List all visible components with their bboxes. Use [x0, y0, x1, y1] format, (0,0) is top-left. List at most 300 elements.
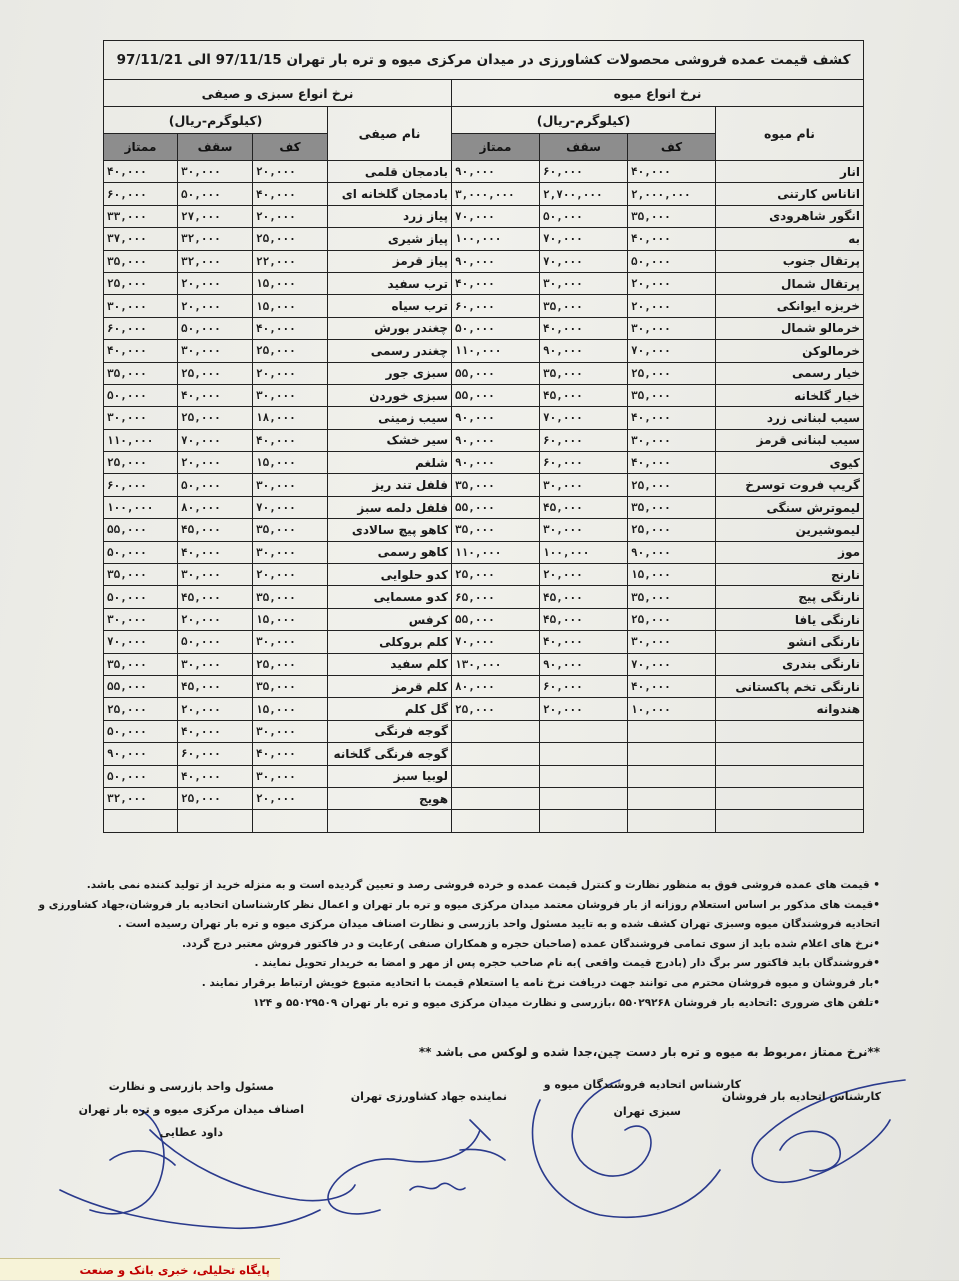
- veg-price-high: ۲۵,۰۰۰: [178, 787, 253, 809]
- veg-price-high: ۲۰,۰۰۰: [178, 295, 253, 317]
- veg-price-low: ۳۵,۰۰۰: [253, 519, 328, 541]
- fruit-price-premium: [452, 720, 540, 742]
- veg-price-premium: ۳۰,۰۰۰: [104, 295, 178, 317]
- fruit-price-low: ۲۰,۰۰۰: [628, 295, 716, 317]
- fruit-price-premium: ۵۵,۰۰۰: [452, 496, 540, 518]
- fruit-price-premium: ۴۰,۰۰۰: [452, 272, 540, 294]
- veg-price-low: ۴۰,۰۰۰: [253, 317, 328, 339]
- table-row: [104, 407, 864, 429]
- fruit-price-high: ۲۰,۰۰۰: [540, 698, 628, 720]
- veg-col-premium: ممتاز: [104, 134, 178, 161]
- veg-price-premium: ۲۵,۰۰۰: [104, 272, 178, 294]
- veg-price-high: ۴۰,۰۰۰: [178, 720, 253, 742]
- signature-block-inspection: [79, 1078, 304, 1141]
- veg-price-high: ۲۵,۰۰۰: [178, 362, 253, 384]
- veg-price-premium: ۳۵,۰۰۰: [104, 250, 178, 272]
- veg-price-premium: ۳۵,۰۰۰: [104, 362, 178, 384]
- fruit-name: نارنگی پیج: [716, 586, 864, 608]
- fruit-price-high: [540, 743, 628, 765]
- fruit-name: خیار گلخانه: [716, 384, 864, 406]
- fruit-price-low: [628, 720, 716, 742]
- fruit-price-high: ۴۰,۰۰۰: [540, 317, 628, 339]
- fruit-col-premium: ممتاز: [452, 134, 540, 161]
- veg-name: کدو حلوایی: [328, 564, 452, 586]
- veg-price-high: ۳۰,۰۰۰: [178, 161, 253, 183]
- fruit-price-low: [628, 810, 716, 832]
- fruit-price-high: ۳۰,۰۰۰: [540, 272, 628, 294]
- note-line: •بار فروشان و میوه فروشان محترم می توانند جهت دریافت نرخ نامه یا استعلام قیمت با اتحادیه متبوع خویش ارتباط برقرار نمایند .: [201, 976, 880, 989]
- veg-price-high: ۴۵,۰۰۰: [178, 519, 253, 541]
- veg-price-premium: ۵۰,۰۰۰: [104, 384, 178, 406]
- veg-price-high: ۲۰,۰۰۰: [178, 452, 253, 474]
- veg-price-low: ۲۰,۰۰۰: [253, 564, 328, 586]
- veg-name: سبزی خوردن: [328, 384, 452, 406]
- fruit-price-low: ۳۰,۰۰۰: [628, 631, 716, 653]
- veg-price-low: ۳۰,۰۰۰: [253, 765, 328, 787]
- veg-name: پیاز زرد: [328, 205, 452, 227]
- veg-price-premium: ۷۰,۰۰۰: [104, 631, 178, 653]
- premium-note: **نرخ ممتاز ،مربوط به میوه و تره بار دست چین،جدا شده و لوکس می باشد **: [418, 1045, 880, 1059]
- veg-price-low: ۴۰,۰۰۰: [253, 183, 328, 205]
- fruit-price-low: ۹۰,۰۰۰: [628, 541, 716, 563]
- fruit-col-low: کف: [628, 134, 716, 161]
- veg-price-high: ۶۰,۰۰۰: [178, 743, 253, 765]
- veg-price-premium: ۶۰,۰۰۰: [104, 474, 178, 496]
- fruit-price-high: ۱۰۰,۰۰۰: [540, 541, 628, 563]
- fruit-price-premium: ۳۵,۰۰۰: [452, 519, 540, 541]
- fruit-price-premium: ۷۰,۰۰۰: [452, 205, 540, 227]
- veg-name: شلغم: [328, 452, 452, 474]
- fruit-price-premium: ۶۰,۰۰۰: [452, 295, 540, 317]
- veg-price-high: ۲۰,۰۰۰: [178, 272, 253, 294]
- fruit-price-low: ۳۵,۰۰۰: [628, 496, 716, 518]
- fruit-price-high: ۳۰,۰۰۰: [540, 519, 628, 541]
- veg-price-premium: ۵۰,۰۰۰: [104, 720, 178, 742]
- fruit-price-high: [540, 720, 628, 742]
- veg-price-premium: ۲۵,۰۰۰: [104, 698, 178, 720]
- fruit-name: [716, 810, 864, 832]
- fruit-name: نارنج: [716, 564, 864, 586]
- fruit-price-high: ۹۰,۰۰۰: [540, 653, 628, 675]
- table-row: [104, 295, 864, 317]
- fruit-price-low: [628, 743, 716, 765]
- veg-name: چغندر بورش: [328, 317, 452, 339]
- fruit-name: نارنگی تخم پاکستانی: [716, 675, 864, 697]
- veg-price-high: ۴۰,۰۰۰: [178, 765, 253, 787]
- fruit-name: نارنگی یافا: [716, 608, 864, 630]
- veg-price-premium: ۳۵,۰۰۰: [104, 564, 178, 586]
- signature-block-jahad: [351, 1088, 507, 1105]
- veg-price-premium: ۳۰,۰۰۰: [104, 608, 178, 630]
- table-row: [104, 743, 864, 765]
- veg-name: بادمجان گلخانه ای: [328, 183, 452, 205]
- veg-name: گوجه فرنگی: [328, 720, 452, 742]
- fruit-price-premium: ۹۰,۰۰۰: [452, 250, 540, 272]
- veg-col-high: سقف: [178, 134, 253, 161]
- page-title: کشف قیمت عمده فروشی محصولات کشاورزی در میدان مرکزی میوه و تره بار تهران 97/11/15 الی 97/11/21: [104, 41, 864, 80]
- veg-price-high: ۲۰,۰۰۰: [178, 608, 253, 630]
- table-row: [104, 272, 864, 294]
- veg-col-low: کف: [253, 134, 328, 161]
- veg-price-high: ۴۵,۰۰۰: [178, 675, 253, 697]
- veg-price-premium: ۹۰,۰۰۰: [104, 743, 178, 765]
- veg-price-low: ۳۵,۰۰۰: [253, 675, 328, 697]
- table-row: [104, 765, 864, 787]
- table-row: [104, 205, 864, 227]
- notes-block: [38, 876, 880, 1013]
- veg-price-low: ۲۵,۰۰۰: [253, 228, 328, 250]
- fruit-price-premium: ۵۵,۰۰۰: [452, 384, 540, 406]
- fruit-price-low: ۲,۰۰۰,۰۰۰: [628, 183, 716, 205]
- fruit-name: لیموترش سنگی: [716, 496, 864, 518]
- note-line: •نرخ های اعلام شده باید از سوی تمامی فروشندگان عمده (صاحبان حجره و همکاران صنفی )رعایت و در فاکتور فروش معتبر درج گردد.: [181, 937, 880, 950]
- veg-name: [328, 810, 452, 832]
- veg-price-premium: ۲۵,۰۰۰: [104, 452, 178, 474]
- note-line: • قیمت های عمده فروشی فوق به منظور نظارت و کنترل قیمت عمده و خرده فروشی رصد و تعیین گردیده است و به منزله خرید از تولید کننده نمی باشد.: [86, 879, 880, 891]
- table-row: [104, 340, 864, 362]
- price-table: [103, 40, 864, 833]
- fruit-price-high: ۷۰,۰۰۰: [540, 407, 628, 429]
- signature-title: نماینده جهاد کشاورزی تهران: [350, 1090, 507, 1103]
- veg-price-high: ۵۰,۰۰۰: [178, 317, 253, 339]
- fruit-name: لیموشیرین: [716, 519, 864, 541]
- table-row: [104, 250, 864, 272]
- veg-name: سیب زمینی: [328, 407, 452, 429]
- veg-price-premium: ۵۰,۰۰۰: [104, 765, 178, 787]
- veg-price-premium: ۳۰,۰۰۰: [104, 407, 178, 429]
- veg-name: ترب سیاه: [328, 295, 452, 317]
- veg-price-high: ۲۵,۰۰۰: [178, 407, 253, 429]
- veg-name: لوبیا سبز: [328, 765, 452, 787]
- veg-name: گوجه فرنگی گلخانه: [328, 743, 452, 765]
- table-row: [104, 474, 864, 496]
- fruit-price-high: ۴۵,۰۰۰: [540, 608, 628, 630]
- fruit-name: پرتقال جنوب: [716, 250, 864, 272]
- veg-name: کدو مسمایی: [328, 586, 452, 608]
- fruit-price-low: ۳۵,۰۰۰: [628, 384, 716, 406]
- veg-price-low: ۲۵,۰۰۰: [253, 653, 328, 675]
- fruit-price-low: ۳۰,۰۰۰: [628, 429, 716, 451]
- footer-banner: پایگاه تحلیلی، خبری بانک و صنعت: [0, 1258, 280, 1280]
- fruit-price-low: [628, 787, 716, 809]
- veg-price-low: ۱۵,۰۰۰: [253, 698, 328, 720]
- veg-price-low: ۳۵,۰۰۰: [253, 586, 328, 608]
- fruit-unit-label: (کیلوگرم-ریال): [452, 107, 716, 134]
- signature-block-mive-sabzi: [544, 1076, 741, 1120]
- fruit-price-high: ۶۰,۰۰۰: [540, 429, 628, 451]
- fruit-price-premium: ۹۰,۰۰۰: [452, 161, 540, 183]
- fruit-price-premium: ۱۱۰,۰۰۰: [452, 541, 540, 563]
- fruit-name: اناناس کارتنی: [716, 183, 864, 205]
- veg-price-low: ۲۰,۰۰۰: [253, 205, 328, 227]
- table-row: [104, 564, 864, 586]
- fruit-price-low: ۲۵,۰۰۰: [628, 362, 716, 384]
- fruit-name: سیب لبنانی زرد: [716, 407, 864, 429]
- veg-name: بادمجان قلمی: [328, 161, 452, 183]
- fruit-name: انار: [716, 161, 864, 183]
- fruit-price-low: ۳۰,۰۰۰: [628, 317, 716, 339]
- table-row: [104, 228, 864, 250]
- veg-price-high: ۳۰,۰۰۰: [178, 653, 253, 675]
- fruit-price-high: ۴۰,۰۰۰: [540, 631, 628, 653]
- fruit-price-high: ۹۰,۰۰۰: [540, 340, 628, 362]
- fruit-price-high: ۴۵,۰۰۰: [540, 384, 628, 406]
- fruit-price-premium: [452, 765, 540, 787]
- veg-price-premium: ۴۰,۰۰۰: [104, 340, 178, 362]
- veg-price-premium: ۳۲,۰۰۰: [104, 787, 178, 809]
- veg-price-premium: ۵۵,۰۰۰: [104, 519, 178, 541]
- fruit-price-low: ۴۰,۰۰۰: [628, 228, 716, 250]
- fruit-price-low: ۷۰,۰۰۰: [628, 653, 716, 675]
- veg-name: کاهو پیچ سالادی: [328, 519, 452, 541]
- fruit-name: پرتقال شمال: [716, 272, 864, 294]
- table-row: [104, 608, 864, 630]
- fruit-price-low: ۴۰,۰۰۰: [628, 161, 716, 183]
- fruit-name: موز: [716, 541, 864, 563]
- fruit-price-low: ۲۵,۰۰۰: [628, 608, 716, 630]
- fruit-price-high: ۶۰,۰۰۰: [540, 161, 628, 183]
- fruit-price-high: ۷۰,۰۰۰: [540, 228, 628, 250]
- veg-price-high: ۵۰,۰۰۰: [178, 631, 253, 653]
- table-row: [104, 161, 864, 183]
- table-row: [104, 541, 864, 563]
- veg-name: فلفل تند ریز: [328, 474, 452, 496]
- note-line: •قیمت های مذکور بر اساس استعلام روزانه از بار فروشان معتمد میدان مرکزی میوه و تره بار تهران و اعمال نظر کارشناسان اتحادیه بار فروشان،جهاد کشاورزی و: [38, 898, 880, 911]
- fruit-name: خربزه ایوانکی: [716, 295, 864, 317]
- signature-title: کارشناس اتحادیه بار فروشان: [721, 1090, 881, 1103]
- fruit-price-high: ۲۰,۰۰۰: [540, 564, 628, 586]
- fruit-price-premium: ۵۵,۰۰۰: [452, 608, 540, 630]
- veg-price-low: ۲۰,۰۰۰: [253, 161, 328, 183]
- fruit-name: به: [716, 228, 864, 250]
- veg-name: کاهو رسمی: [328, 541, 452, 563]
- fruit-price-high: ۴۵,۰۰۰: [540, 496, 628, 518]
- note-line: •فروشندگان باید فاکتور سر برگ دار (بادرج قیمت واقعی )به نام صاحب حجره پس از مهر و امضا به خریدار تحویل نمایند .: [254, 957, 880, 970]
- fruit-price-premium: ۸۰,۰۰۰: [452, 675, 540, 697]
- veg-name: گل کلم: [328, 698, 452, 720]
- veg-price-low: ۷۰,۰۰۰: [253, 496, 328, 518]
- fruit-price-low: ۷۰,۰۰۰: [628, 340, 716, 362]
- fruit-price-premium: ۷۰,۰۰۰: [452, 631, 540, 653]
- fruit-price-premium: ۹۰,۰۰۰: [452, 452, 540, 474]
- veg-price-low: [253, 810, 328, 832]
- veg-price-low: ۱۸,۰۰۰: [253, 407, 328, 429]
- veg-price-premium: ۵۵,۰۰۰: [104, 675, 178, 697]
- fruit-price-premium: ۲۵,۰۰۰: [452, 564, 540, 586]
- veg-name: ترب سفید: [328, 272, 452, 294]
- veg-price-low: ۳۰,۰۰۰: [253, 474, 328, 496]
- fruit-name: خیار رسمی: [716, 362, 864, 384]
- fruit-price-premium: ۹۰,۰۰۰: [452, 407, 540, 429]
- fruit-price-low: ۱۰,۰۰۰: [628, 698, 716, 720]
- fruit-price-premium: ۵۰,۰۰۰: [452, 317, 540, 339]
- fruit-name: هندوانه: [716, 698, 864, 720]
- fruit-name: [716, 720, 864, 742]
- fruit-price-premium: [452, 787, 540, 809]
- fruit-price-high: [540, 810, 628, 832]
- veg-name: پیاز قرمز: [328, 250, 452, 272]
- veg-name: کرفس: [328, 608, 452, 630]
- fruit-price-low: ۲۰,۰۰۰: [628, 272, 716, 294]
- veg-unit-label: (کیلوگرم-ریال): [104, 107, 328, 134]
- fruit-price-premium: ۹۰,۰۰۰: [452, 429, 540, 451]
- table-row: [104, 698, 864, 720]
- veg-name: سبزی جور: [328, 362, 452, 384]
- veg-price-high: ۲۰,۰۰۰: [178, 698, 253, 720]
- veg-price-premium: ۳۳,۰۰۰: [104, 205, 178, 227]
- fruit-name-header: نام میوه: [716, 107, 864, 161]
- veg-name: چغندر رسمی: [328, 340, 452, 362]
- veg-price-high: ۲۷,۰۰۰: [178, 205, 253, 227]
- table-row: [104, 384, 864, 406]
- table-row: [104, 519, 864, 541]
- fruit-price-high: ۶۰,۰۰۰: [540, 675, 628, 697]
- veg-price-high: ۴۰,۰۰۰: [178, 384, 253, 406]
- fruit-name: کیوی: [716, 452, 864, 474]
- fruit-price-low: ۳۵,۰۰۰: [628, 586, 716, 608]
- veg-price-high: ۳۲,۰۰۰: [178, 250, 253, 272]
- veg-price-high: ۵۰,۰۰۰: [178, 474, 253, 496]
- signature-title: کارشناس اتحادیه فروشندگان میوه و: [543, 1078, 741, 1091]
- veg-price-low: ۲۰,۰۰۰: [253, 787, 328, 809]
- fruit-price-low: ۱۵,۰۰۰: [628, 564, 716, 586]
- veg-name: هویج: [328, 787, 452, 809]
- fruit-price-high: [540, 787, 628, 809]
- veg-price-low: ۲۵,۰۰۰: [253, 340, 328, 362]
- table-row: [104, 362, 864, 384]
- veg-price-premium: ۵۰,۰۰۰: [104, 586, 178, 608]
- table-row: [104, 631, 864, 653]
- veg-price-low: ۲۰,۰۰۰: [253, 362, 328, 384]
- fruit-price-low: ۲۵,۰۰۰: [628, 474, 716, 496]
- veg-price-premium: ۳۵,۰۰۰: [104, 653, 178, 675]
- veg-price-low: ۳۰,۰۰۰: [253, 541, 328, 563]
- fruit-price-high: ۳۰,۰۰۰: [540, 474, 628, 496]
- veg-price-low: ۳۰,۰۰۰: [253, 720, 328, 742]
- fruit-price-premium: ۲۵,۰۰۰: [452, 698, 540, 720]
- veg-name-header: نام صیفی: [328, 107, 452, 161]
- table-row: [104, 183, 864, 205]
- table-row: [104, 720, 864, 742]
- veg-name: کلم بروکلی: [328, 631, 452, 653]
- table-row: [104, 496, 864, 518]
- fruit-price-high: [540, 765, 628, 787]
- veg-price-low: ۴۰,۰۰۰: [253, 743, 328, 765]
- veg-name: کلم سفید: [328, 653, 452, 675]
- signature-title: اصناف میدان مرکزی میوه و تره بار تهران: [78, 1103, 304, 1116]
- veg-price-premium: ۱۱۰,۰۰۰: [104, 429, 178, 451]
- table-row: [104, 317, 864, 339]
- fruit-price-low: ۳۵,۰۰۰: [628, 205, 716, 227]
- table-row: [104, 452, 864, 474]
- note-line: •تلفن های ضروری :اتحادیه بار فروشان ۵۵۰۲۹۲۶۸ ،بازرسی و نظارت میدان مرکزی میوه و تره بار تهران ۵۵۰۲۹۵۰۹ و ۱۲۴: [252, 996, 880, 1009]
- veg-name: سیر خشک: [328, 429, 452, 451]
- veg-price-premium: [104, 810, 178, 832]
- table-row: [104, 586, 864, 608]
- fruit-name: سیب لبنانی قرمز: [716, 429, 864, 451]
- veg-price-high: ۴۵,۰۰۰: [178, 586, 253, 608]
- table-body: [104, 161, 864, 833]
- table-row: [104, 787, 864, 809]
- fruit-price-high: ۳۵,۰۰۰: [540, 295, 628, 317]
- fruit-price-premium: ۵۵,۰۰۰: [452, 362, 540, 384]
- veg-price-premium: ۱۰۰,۰۰۰: [104, 496, 178, 518]
- signature-title: سبزی تهران: [613, 1105, 681, 1118]
- veg-price-premium: ۶۰,۰۰۰: [104, 183, 178, 205]
- fruit-price-high: ۷۰,۰۰۰: [540, 250, 628, 272]
- table-row: [104, 653, 864, 675]
- fruit-price-premium: ۱۰۰,۰۰۰: [452, 228, 540, 250]
- fruit-price-low: [628, 765, 716, 787]
- fruit-price-low: ۴۰,۰۰۰: [628, 675, 716, 697]
- veg-price-low: ۴۰,۰۰۰: [253, 429, 328, 451]
- fruit-price-premium: ۳۵,۰۰۰: [452, 474, 540, 496]
- fruit-name: نارنگی انشو: [716, 631, 864, 653]
- fruit-price-premium: [452, 743, 540, 765]
- veg-price-low: ۱۵,۰۰۰: [253, 452, 328, 474]
- signature-title: مسئول واحد بازرسی و نظارت: [108, 1080, 274, 1093]
- signature-block-barforooshan: [722, 1088, 881, 1105]
- fruit-col-high: سقف: [540, 134, 628, 161]
- fruit-name: [716, 787, 864, 809]
- fruit-name: انگور شاهرودی: [716, 205, 864, 227]
- veg-price-premium: ۵۰,۰۰۰: [104, 541, 178, 563]
- veg-name: فلفل دلمه سبز: [328, 496, 452, 518]
- fruit-price-high: ۲,۷۰۰,۰۰۰: [540, 183, 628, 205]
- fruit-price-premium: ۱۱۰,۰۰۰: [452, 340, 540, 362]
- fruit-price-high: ۴۵,۰۰۰: [540, 586, 628, 608]
- veg-section-header: نرخ انواع سبزی و صیفی: [104, 80, 452, 107]
- veg-name: پیاز شیری: [328, 228, 452, 250]
- veg-price-high: ۳۰,۰۰۰: [178, 564, 253, 586]
- fruit-name: گریپ فروت توسرخ: [716, 474, 864, 496]
- fruit-price-high: ۶۰,۰۰۰: [540, 452, 628, 474]
- fruit-price-low: ۴۰,۰۰۰: [628, 452, 716, 474]
- veg-price-low: ۱۵,۰۰۰: [253, 608, 328, 630]
- fruit-price-premium: [452, 810, 540, 832]
- fruit-name: خرمالو شمال: [716, 317, 864, 339]
- fruit-price-premium: ۶۵,۰۰۰: [452, 586, 540, 608]
- veg-price-low: ۱۵,۰۰۰: [253, 272, 328, 294]
- veg-price-premium: ۴۰,۰۰۰: [104, 161, 178, 183]
- fruit-name: [716, 765, 864, 787]
- fruit-price-low: ۲۵,۰۰۰: [628, 519, 716, 541]
- fruit-price-premium: ۳,۰۰۰,۰۰۰: [452, 183, 540, 205]
- fruit-name: نارنگی بندری: [716, 653, 864, 675]
- fruit-section-header: نرخ انواع میوه: [452, 80, 864, 107]
- veg-price-low: ۱۵,۰۰۰: [253, 295, 328, 317]
- fruit-price-premium: ۱۳۰,۰۰۰: [452, 653, 540, 675]
- table-row: [104, 675, 864, 697]
- veg-name: کلم قرمز: [328, 675, 452, 697]
- veg-price-high: [178, 810, 253, 832]
- veg-price-premium: ۶۰,۰۰۰: [104, 317, 178, 339]
- veg-price-low: ۳۰,۰۰۰: [253, 384, 328, 406]
- veg-price-high: ۵۰,۰۰۰: [178, 183, 253, 205]
- fruit-price-high: ۳۵,۰۰۰: [540, 362, 628, 384]
- fruit-name: خرمالوکن: [716, 340, 864, 362]
- fruit-name: [716, 743, 864, 765]
- note-line: اتحادیه فروشندگان میوه وسبزی تهران کشف شده و به تایید مسئول واحد بازرسی و نظارت اصناف میدان مرکزی میوه و تره بار تهران رسیده است .: [117, 918, 880, 931]
- veg-price-low: ۲۲,۰۰۰: [253, 250, 328, 272]
- veg-price-high: ۴۰,۰۰۰: [178, 541, 253, 563]
- veg-price-high: ۳۲,۰۰۰: [178, 228, 253, 250]
- fruit-price-low: ۵۰,۰۰۰: [628, 250, 716, 272]
- fruit-price-low: ۴۰,۰۰۰: [628, 407, 716, 429]
- price-table-sheet: [103, 40, 863, 833]
- fruit-price-high: ۵۰,۰۰۰: [540, 205, 628, 227]
- signature-name: داود عطایی: [159, 1126, 223, 1139]
